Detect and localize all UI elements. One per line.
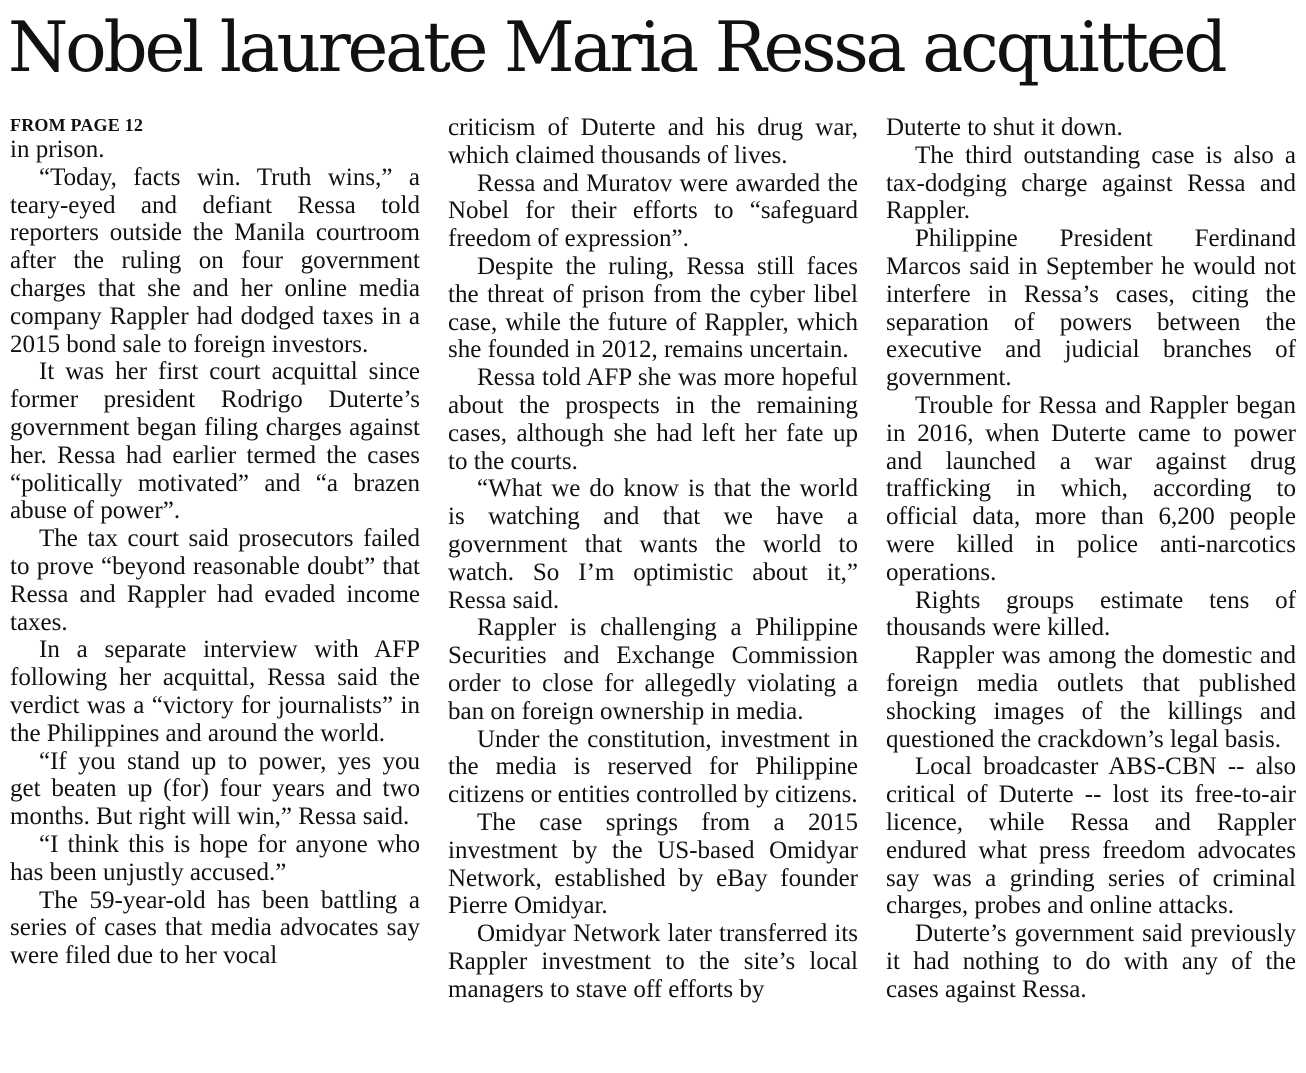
paragraph: In a separate interview with AFP following her acquittal, Ressa said the verdict was a “victory for journalists” in the Philippines and around the world. [10, 636, 420, 747]
paragraph: “Today, facts win. Truth wins,” a teary-eyed and defiant Ressa told reporters outside the Manila courtroom after the ruling on four government charges that she and her online media company Rappler had dodged taxes in a 2015 bond sale to foreign investors. [10, 163, 420, 358]
paragraph: Rights groups estimate tens of thousands were killed. [886, 586, 1296, 642]
paragraph: “If you stand up to power, yes you get beaten up (for) four years and two months. But right will win,” Ressa said. [10, 747, 420, 831]
paragraph: Despite the ruling, Ressa still faces the threat of prison from the cyber libel case, while the future of Rappler, which she founded in 2012, remains uncertain. [448, 252, 858, 364]
paragraph: The 59-year-old has been battling a series of cases that media advocates say were filed due to her vocal [10, 886, 420, 970]
article-column-2 [448, 114, 858, 1004]
paragraph: Local broadcaster ABS-CBN -- also critical of Duterte -- lost its free-to-air licence, while Ressa and Rappler endured what press freedom advocates say was a grinding series of criminal charges, probes and online attacks. [886, 753, 1296, 920]
paragraph: Philippine President Ferdinand Marcos said in September he would not interfere in Ressa’s cases, citing the separation of powers between the executive and judicial branches of government. [886, 225, 1296, 392]
paragraph: “What we do know is that the world is watching and that we have a government that wants the world to watch. So I’m optimistic about it,” Ressa said. [448, 475, 858, 614]
article-column-1 [10, 114, 420, 970]
paragraph: Ressa and Muratov were awarded the Nobel for their efforts to “safeguard freedom of expression”. [448, 169, 858, 253]
paragraph: criticism of Duterte and his drug war, which claimed thousands of lives. [448, 114, 858, 169]
paragraph: The tax court said prosecutors failed to prove “beyond reasonable doubt” that Ressa and Rappler had evaded income taxes. [10, 525, 420, 636]
paragraph: Ressa told AFP she was more hopeful about the prospects in the remaining cases, although she had left her fate up to the courts. [448, 364, 858, 475]
paragraph: Duterte’s government said previously it had nothing to do with any of the cases against Ressa. [886, 920, 1296, 1003]
paragraph: It was her first court acquittal since former president Rodrigo Duterte’s government began filing charges against her. Ressa had earlier termed the cases “politically motivated” and “a brazen abuse of power”. [10, 358, 420, 525]
paragraph: The third outstanding case is also a tax-dodging charge against Ressa and Rappler. [886, 141, 1296, 225]
paragraph: Under the constitution, investment in the media is reserved for Philippine citizens or entities controlled by citizens. [448, 725, 858, 809]
headline: Nobel laureate Maria Ressa acquitted [8, 8, 1225, 88]
paragraph: “I think this is hope for anyone who has been unjustly accused.” [10, 830, 420, 886]
paragraph: Rappler was among the domestic and foreign media outlets that published shocking images of the killings and questioned the crackdown’s legal basis. [886, 642, 1296, 753]
paragraph: Duterte to shut it down. [886, 114, 1123, 141]
continuation-kicker: FROM PAGE 12 [10, 115, 144, 135]
article-column-3 [886, 114, 1296, 1004]
paragraph: Rappler is challenging a Philippine Securities and Exchange Commission order to close for allegedly violating a ban on foreign ownership in media. [448, 614, 858, 725]
paragraph: The case springs from a 2015 investment by the US-based Omidyar Network, established by eBay founder Pierre Omidyar. [448, 808, 858, 920]
paragraph: in prison. [10, 136, 105, 163]
paragraph: Trouble for Ressa and Rappler began in 2016, when Duterte came to power and launched a war against drug trafficking in which, according to official data, more than 6,200 people were killed in police anti-narcotics operations. [886, 391, 1296, 586]
paragraph: Omidyar Network later transferred its Rappler investment to the site’s local managers to stave off efforts by [448, 920, 858, 1003]
